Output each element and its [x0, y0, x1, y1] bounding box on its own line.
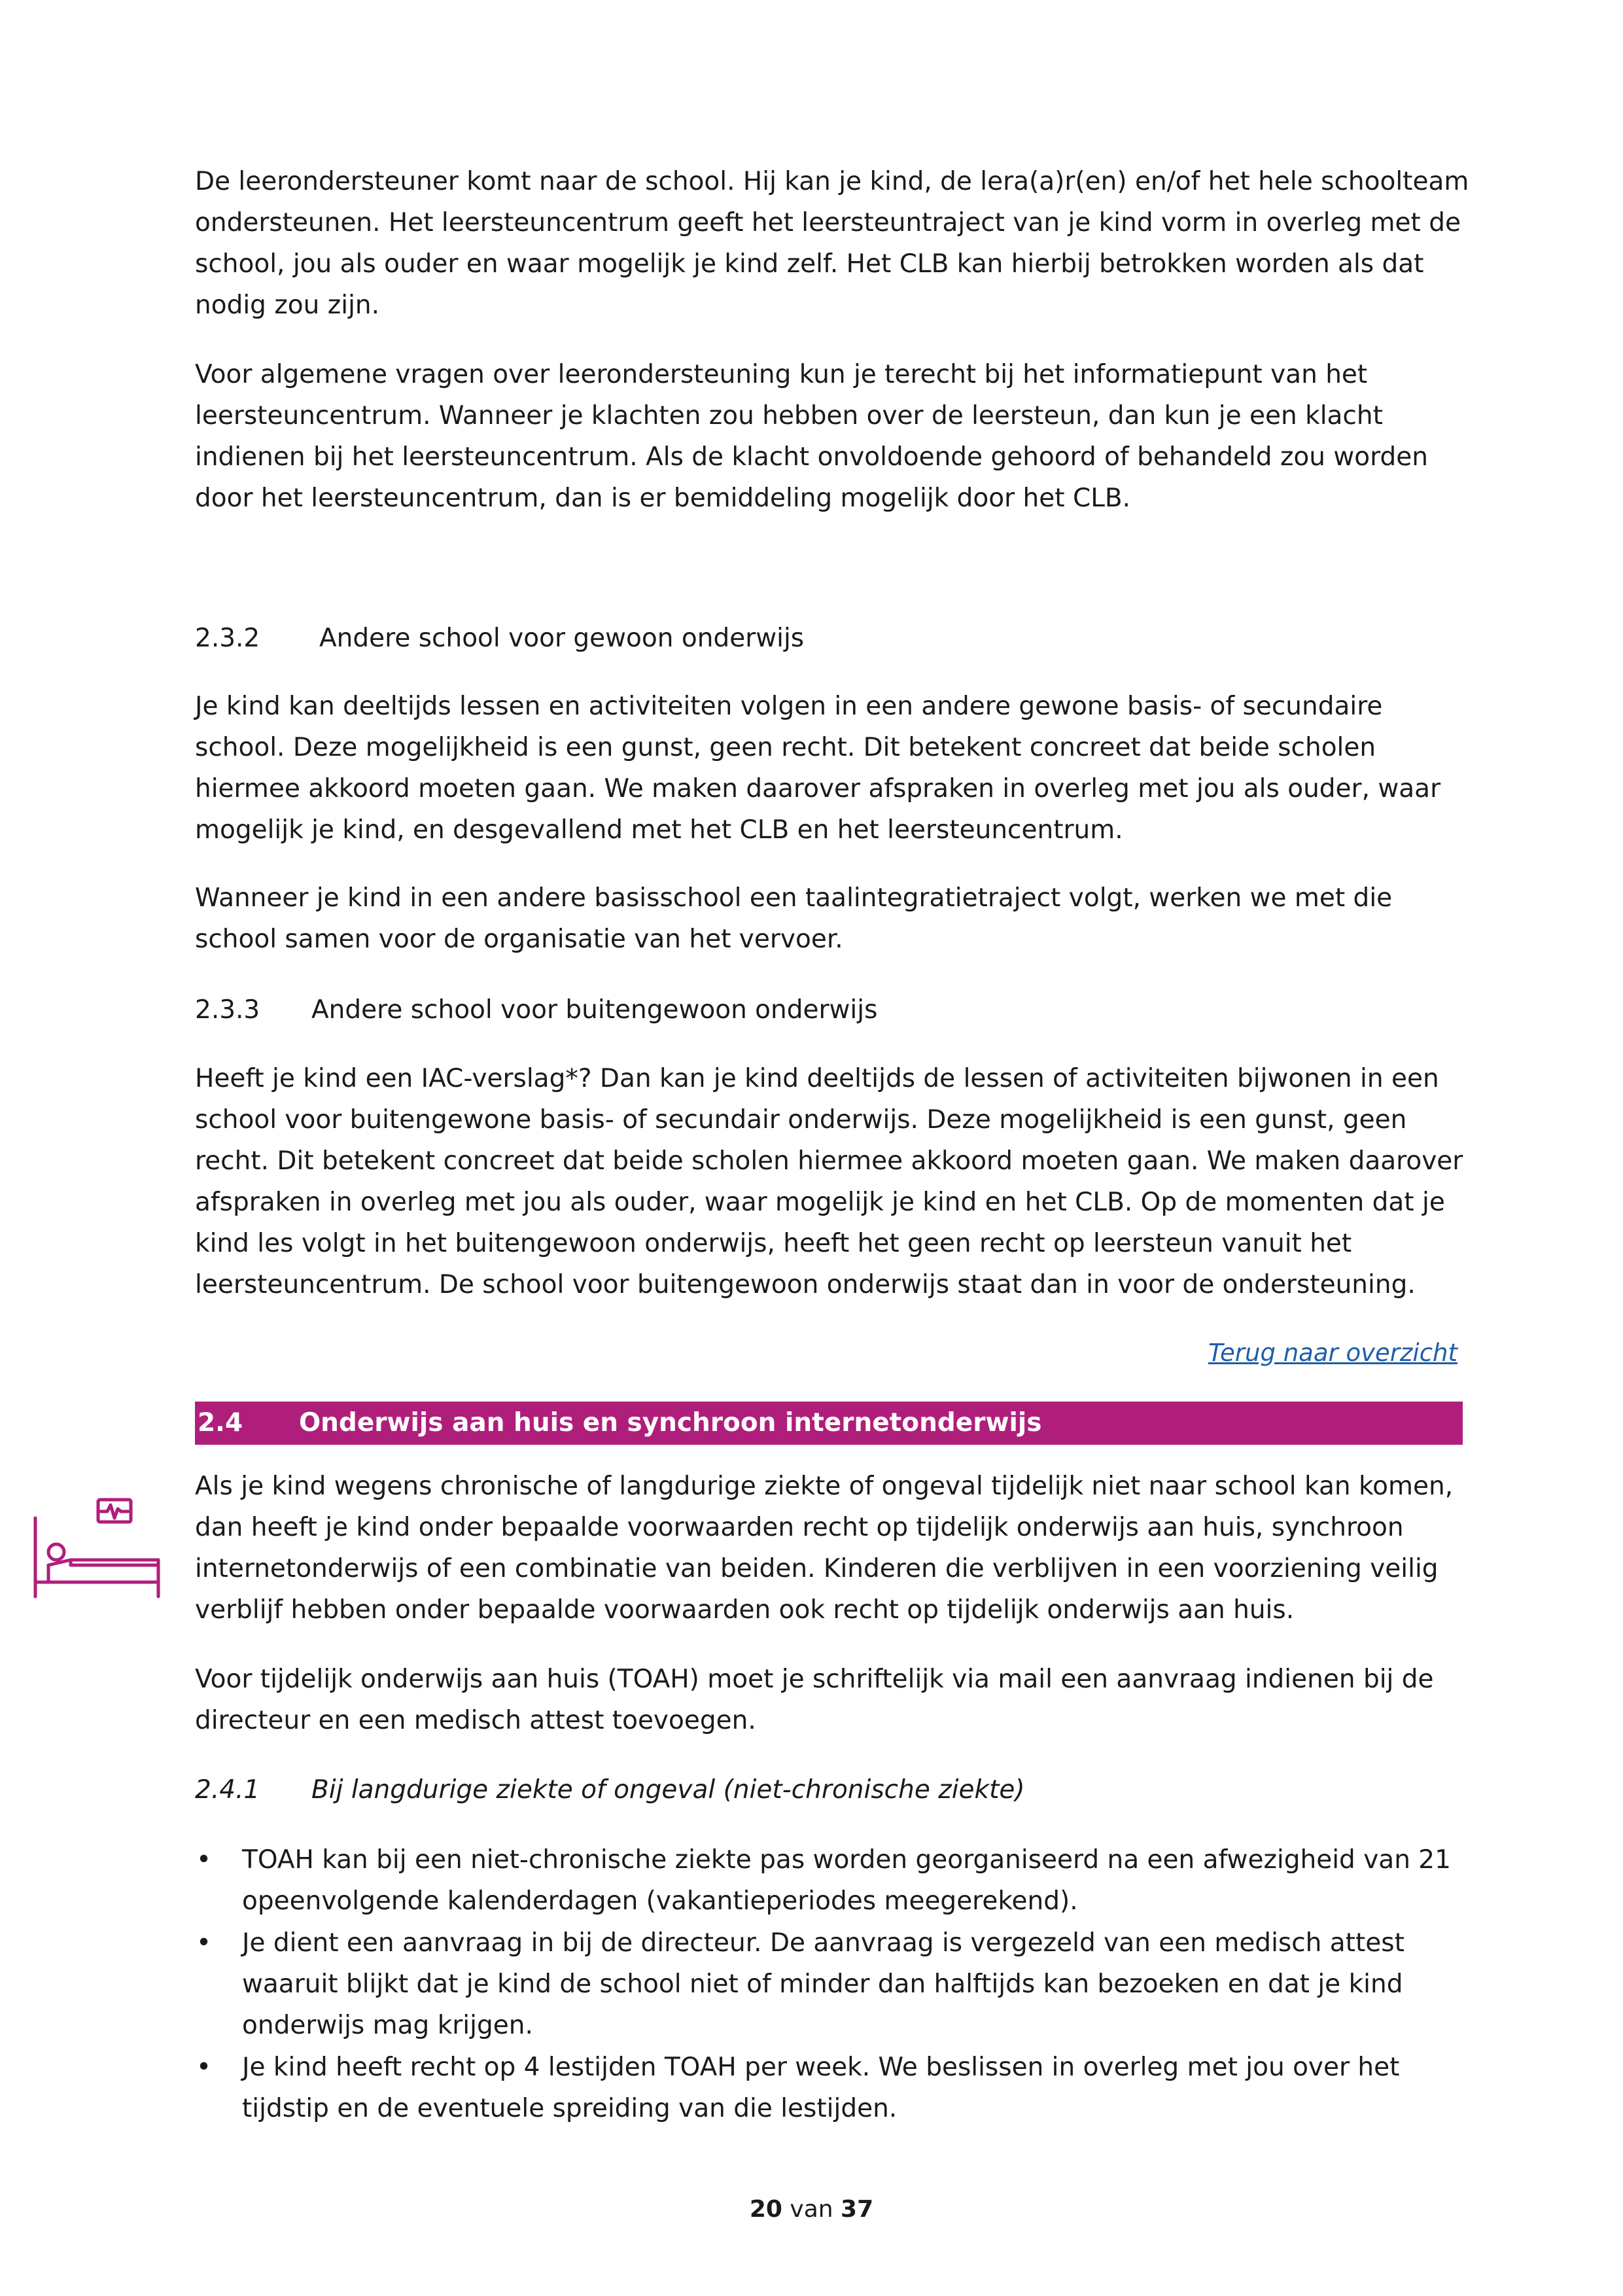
- section-2-3-3-paragraph-1: Heeft je kind een IAC-verslag*? Dan kan je kind deeltijds de lessen of activiteiten bijwonen in een school voor buitengewone basis- of secundair onderwijs. Deze mogelijkheid is een gunst, geen recht. Dit betekent concreet dat beide scholen hiermee akkoord moeten gaan. We maken daarover afspraken in overleg met jou als ouder, waar mogelijk je kind en het CLB. Op de momenten dat je kind les volgt in het buitengewoon onderwijs, heeft het geen recht op leersteun vanuit het leersteuncentrum. De school voor buitengewoon onderwijs staat dan in voor de ondersteuning.: [195, 1064, 1463, 1299]
- bullet-icon: •: [196, 1928, 212, 1958]
- heading-number: 2.3.3: [195, 995, 260, 1025]
- heading-title: Andere school voor buitengewoon onderwijs: [311, 995, 878, 1025]
- total-page-count: 37: [841, 2196, 874, 2223]
- heading-number: 2.3.2: [195, 624, 260, 653]
- section-2-4-paragraph-1: Als je kind wegens chronische of langdurige ziekte of ongeval tijdelijk niet naar school kan komen, dan heeft je kind onder bepaalde voorwaarden recht op tijdelijk onderwijs aan huis, synchroon internetonderwijs of een combinatie van beiden. Kinderen die verblijven in een voorziening veilig verblijf hebben onder bepaalde voorwaarden ook recht op tijdelijk onderwijs aan huis.: [195, 1472, 1454, 1625]
- bullet-icon: •: [196, 1845, 212, 1875]
- heading-title: Bij langdurige ziekte of ongeval (niet-chronische ziekte): [311, 1775, 1025, 1805]
- page-separator: van: [790, 2196, 833, 2223]
- list-item: • TOAH kan bij een niet-chronische ziekte pas worden georganiseerd na een afwezigheid van 21 opeenvolgende kalenderdagen (vakantieperiodes meegerekend).: [195, 1839, 1477, 1922]
- heading-2-3-3: [195, 989, 877, 1031]
- toah-conditions-list: [195, 1839, 1477, 2130]
- list-item: • Je kind heeft recht op 4 lestijden TOAH per week. We beslissen in overleg met jou over het tijdstip en de eventuele spreiding van die lestijden.: [195, 2047, 1477, 2129]
- intro-paragraph-1: De leerondersteuner komt naar de school. Hij kan je kind, de lera(a)r(en) en/of het hele schoolteam ondersteunen. Het leersteuncentrum geeft het leersteuntraject van je kind vorm in overleg met de school, jou als ouder en waar mogelijk je kind zelf. Het CLB kan hierbij betrokken worden als dat nodig zou zijn.: [195, 167, 1469, 320]
- heading-number: 2.4: [198, 1408, 243, 1438]
- page-footer: [0, 2193, 1623, 2226]
- intro-paragraph-2: Voor algemene vragen over leerondersteuning kun je terecht bij het informatiepunt van het leersteuncentrum. Wanneer je klachten zou hebben over de leersteun, dan kun je een klacht indienen bij het leersteuncentrum. Als de klacht onvoldoende gehoord of behandeld zou worden door het leersteuncentrum, dan is er bemiddeling mogelijk door het CLB.: [195, 360, 1428, 513]
- current-page-number: 20: [749, 2196, 782, 2223]
- heading-2-4-1: [195, 1769, 1025, 1810]
- hospital-bed-icon: [31, 1492, 162, 1603]
- section-2-3-2-paragraph-2: Wanneer je kind in een andere basisschool een taalintegratietraject volgt, werken we met die school samen voor de organisatie van het vervoer.: [195, 883, 1393, 954]
- heading-title: Onderwijs aan huis en synchroon internetonderwijs: [299, 1408, 1042, 1438]
- section-2-4-paragraph-2: Voor tijdelijk onderwijs aan huis (TOAH) moet je schriftelijk via mail een aanvraag indienen bij de directeur en een medisch attest toevoegen.: [195, 1665, 1434, 1735]
- heading-title: Andere school voor gewoon onderwijs: [319, 624, 805, 653]
- section-heading-2-4: [195, 1402, 1463, 1445]
- heading-number: 2.4.1: [195, 1775, 260, 1805]
- section-2-3-2-paragraph-1: Je kind kan deeltijds lessen en activiteiten volgen in een andere gewone basis- of secundaire school. Deze mogelijkheid is een gunst, geen recht. Dit betekent concreet dat beide scholen hiermee akkoord moeten gaan. We maken daarover afspraken in overleg met jou als ouder, waar mogelijk je kind, en desgevallend met het CLB en het leersteuncentrum.: [195, 692, 1441, 845]
- heading-2-3-2: [195, 618, 804, 659]
- list-item: • Je dient een aanvraag in bij de directeur. De aanvraag is vergezeld van een medisch attest waaruit blijkt dat je kind de school niet of minder dan halftijds kan bezoeken en dat je kind onderwijs mag krijgen.: [195, 1922, 1477, 2046]
- bullet-icon: •: [196, 2053, 212, 2082]
- back-to-overview-link[interactable]: Terug naar overzicht: [1208, 1339, 1457, 1367]
